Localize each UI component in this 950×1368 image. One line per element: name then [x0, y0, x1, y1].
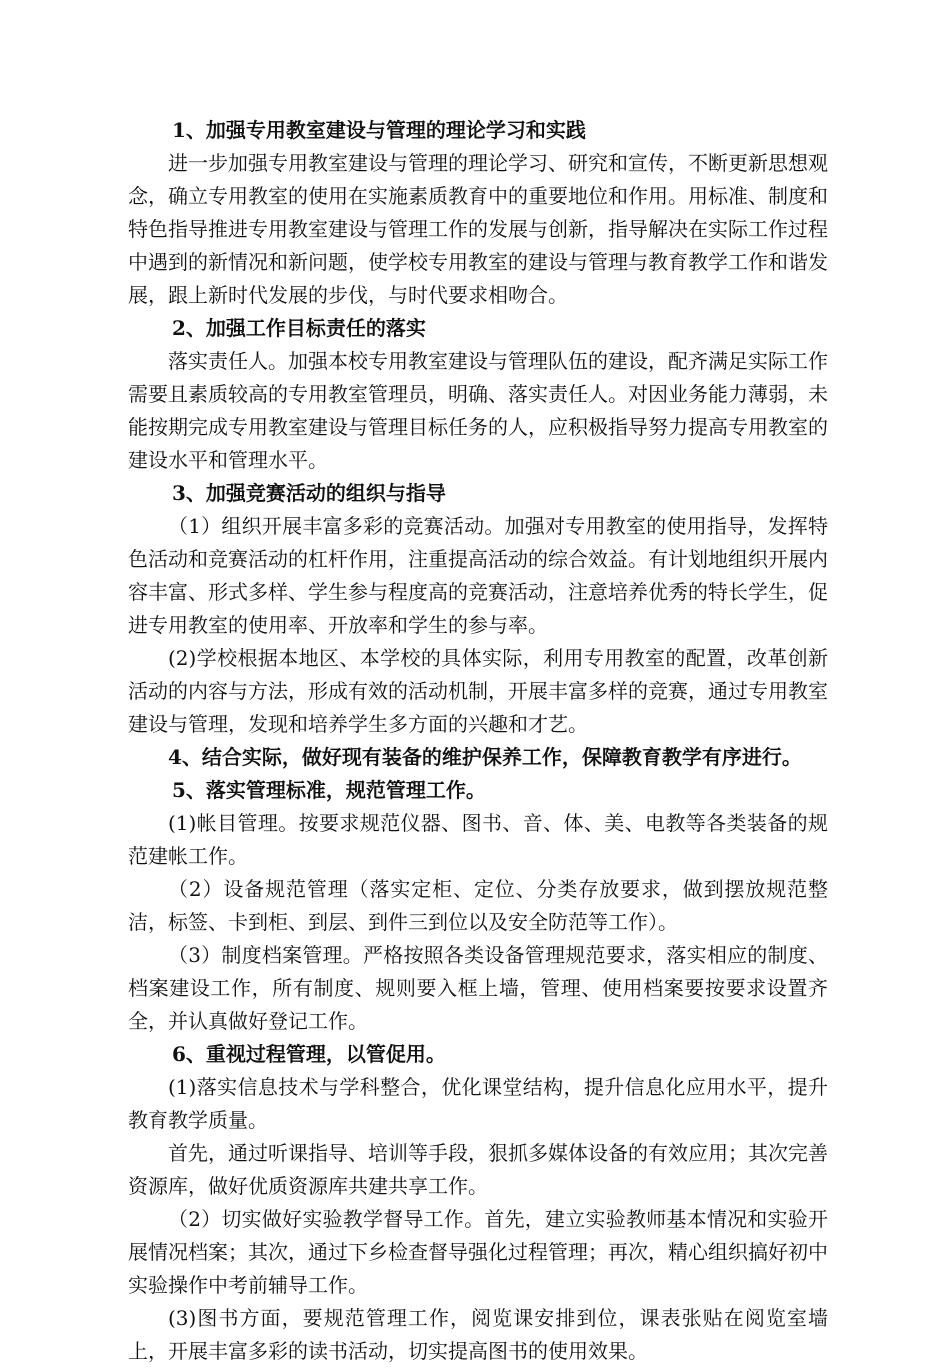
paragraph: 落实责任人。加强本校专用教室建设与管理队伍的建设，配齐满足实际工作需要且素质较高的专用教室管理员，明确、落实责任人。对因业务能力薄弱，未能按期完成专用教室建设与管理目标任务的人，应积极指导努力提高专用教室的建设水平和管理水平。 [128, 349, 828, 472]
paragraph: 进一步加强专用教室建设与管理的理论学习、研究和宣传，不断更新思想观念，确立专用教室的使用在实施素质教育中的重要地位和作用。用标准、制度和特色指导推进专用教室建设与管理工作的发展与创新，指导解决在实际工作过程中遇到的新情况和新问题，使学校专用教室的建设与管理与教育教学工作和谐发展，跟上新时代发展的步伐，与时代要求相吻合。 [128, 151, 828, 307]
paragraph: (1)落实信息技术与学科整合，优化课堂结构，提升信息化应用水平，提升教育教学质量。 [128, 1075, 828, 1132]
section-heading-1: 1、加强专用教室建设与管理的理论学习和实践 [172, 118, 586, 142]
section-heading-3: 3、加强竞赛活动的组织与指导 [172, 481, 446, 505]
paragraph: （2）设备规范管理（落实定柜、定位、分类存放要求，做到摆放规范整洁，标签、卡到柜、到层、到件三到位以及安全防范等工作）。 [128, 877, 828, 934]
document-body [128, 114, 828, 1368]
paragraph: （2）切实做好实验教学督导工作。首先，建立实验教师基本情况和实验开展情况档案；其次，通过下乡检查督导强化过程管理；再次，精心组织搞好初中实验操作中考前辅导工作。 [128, 1207, 828, 1297]
paragraph: （1）组织开展丰富多彩的竞赛活动。加强对专用教室的使用指导，发挥特色活动和竞赛活动的杠杆作用，注重提高活动的综合效益。有计划地组织开展内容丰富、形式多样、学生参与程度高的竞赛活动，注意培养优秀的特长学生，促进专用教室的使用率、开放率和学生的参与率。 [128, 514, 828, 637]
paragraph: (1)帐目管理。按要求规范仪器、图书、音、体、美、电教等各类装备的规范建帐工作。 [128, 811, 828, 868]
section-heading-6: 6、重视过程管理，以管促用。 [172, 1042, 446, 1066]
paragraph: 首先，通过听课指导、培训等手段，狠抓多媒体设备的有效应用；其次完善资源库，做好优质资源库共建共享工作。 [128, 1141, 828, 1198]
section-heading-2: 2、加强工作目标责任的落实 [172, 316, 426, 340]
paragraph: (3)图书方面，要规范管理工作，阅览课安排到位，课表张贴在阅览室墙上，开展丰富多彩的读书活动，切实提高图书的使用效果。 [128, 1306, 828, 1363]
paragraph: （3）制度档案管理。严格按照各类设备管理规范要求，落实相应的制度、档案建设工作，所有制度、规则要入框上墙，管理、使用档案要按要求设置齐全，并认真做好登记工作。 [128, 943, 828, 1033]
paragraph: (2)学校根据本地区、本学校的具体实际，利用专用教室的配置，改革创新活动的内容与方法，形成有效的活动机制，开展丰富多样的竞赛，通过专用教室建设与管理，发现和培养学生多方面的兴趣和才艺。 [128, 646, 828, 736]
section-heading-4: 4、结合实际，做好现有装备的维护保养工作，保障教育教学有序进行。 [168, 745, 802, 769]
section-heading-5: 5、落实管理标准，规范管理工作。 [172, 778, 486, 802]
